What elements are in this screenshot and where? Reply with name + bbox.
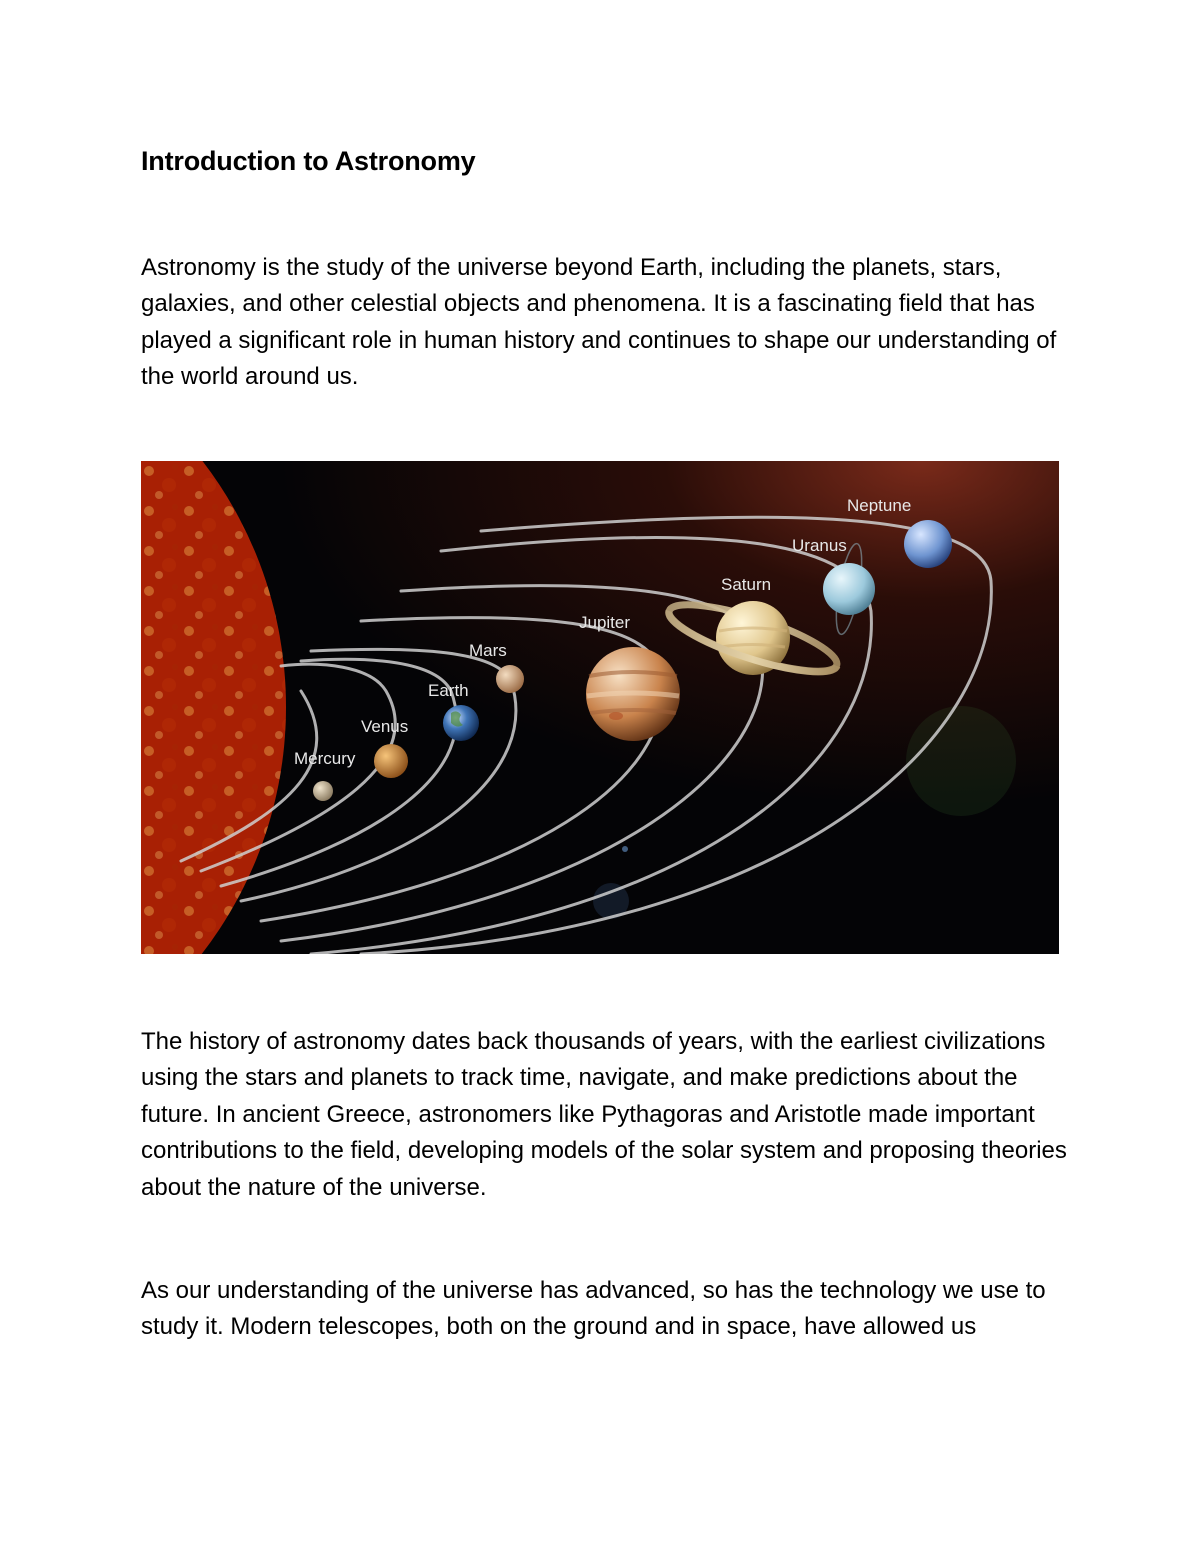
planet-label-earth: Earth xyxy=(428,681,469,700)
planet-label-saturn: Saturn xyxy=(721,575,772,594)
planet-mercury xyxy=(313,781,333,801)
planet-jupiter xyxy=(586,647,680,741)
planet-mars xyxy=(496,665,524,693)
lens-flare xyxy=(622,846,628,852)
planet-earth xyxy=(443,705,479,741)
planet-label-jupiter: Jupiter xyxy=(579,613,631,632)
planet-label-uranus: Uranus xyxy=(792,536,847,555)
solar-system-image xyxy=(141,461,1059,954)
planet-venus xyxy=(374,744,408,778)
planet-label-mercury: Mercury xyxy=(294,749,356,768)
lens-flare xyxy=(906,706,1016,816)
paragraph-history: The history of astronomy dates back thousands of years, with the earliest civilizations using the stars and planets to track time, navigate, and make predictions about the future. In ancient Greece, astronomers like Pythagoras and Aristotle made important contributions to the field, developing models of the solar system and proposing theories about the nature of the universe. xyxy=(141,1028,1067,1201)
planet-neptune xyxy=(904,520,952,568)
planet-label-venus: Venus xyxy=(361,717,409,736)
paragraph-technology: As our understanding of the universe has advanced, so has the technology we use to study it. Modern telescopes, both on the ground and in space, have allowed us xyxy=(141,1277,1046,1341)
planet-label-neptune: Neptune xyxy=(847,496,912,515)
planet-label-mars: Mars xyxy=(469,641,507,660)
document-title: Introduction to Astronomy xyxy=(141,146,476,176)
paragraph-intro: Astronomy is the study of the universe beyond Earth, including the planets, stars, galaxies, and other celestial objects and phenomena. It is a fascinating field that has played a significant role in human history and continues to shape our understanding of the world around us. xyxy=(141,254,1057,391)
